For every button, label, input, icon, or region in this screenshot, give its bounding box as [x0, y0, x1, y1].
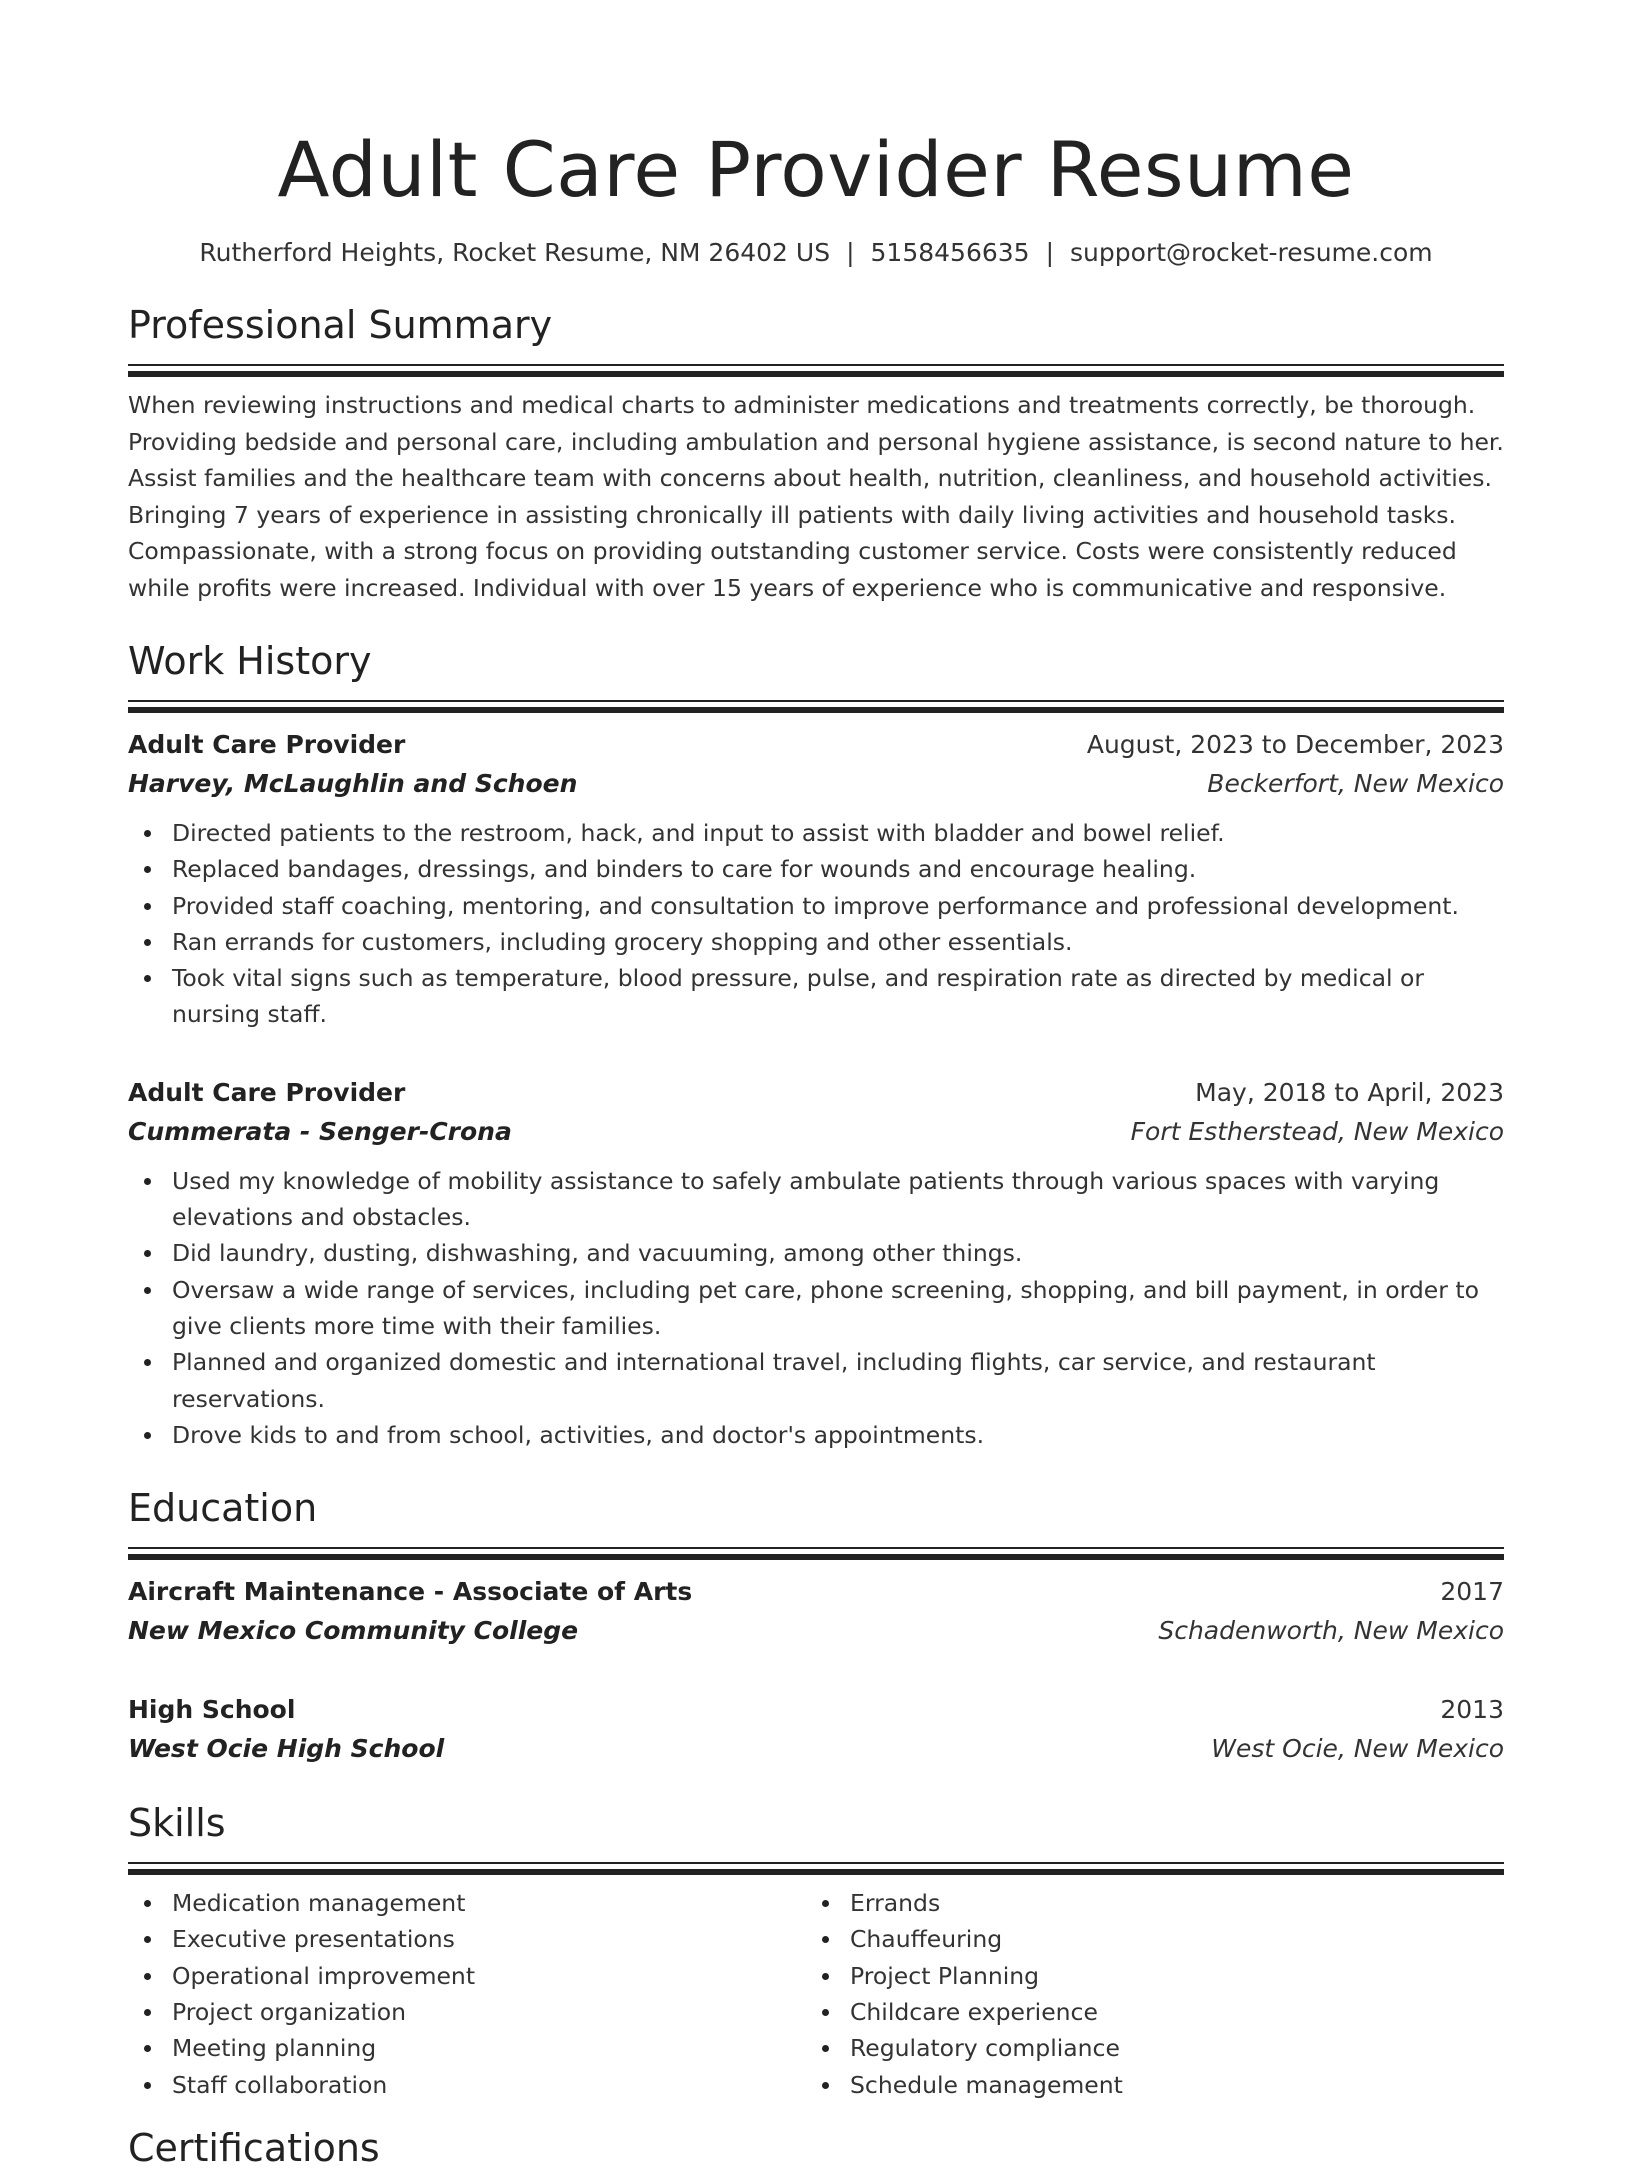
skill-item: Executive presentations: [128, 1921, 806, 1957]
skills-section: [128, 1798, 1504, 2103]
skill-item: Regulatory compliance: [806, 2030, 1484, 2066]
contact-email: support@rocket-resume.com: [1070, 238, 1433, 267]
education-entry: [128, 1690, 1504, 1768]
resume-title: Adult Care Provider Resume: [277, 125, 1355, 214]
education-degree: Aircraft Maintenance - Associate of Arts: [128, 1577, 693, 1607]
skill-item: Childcare experience: [806, 1994, 1484, 2030]
skills-columns: [128, 1885, 1504, 2103]
job-bullets: [128, 815, 1504, 1033]
skill-item: Meeting planning: [128, 2030, 806, 2066]
education-school: West Ocie High School: [128, 1734, 445, 1764]
certifications-section: [128, 2123, 1504, 2173]
bullet-item: Oversaw a wide range of services, including pet care, phone screening, shopping, and bill payment, in order to give clients more time with their families.: [128, 1272, 1504, 1345]
bullet-item: Replaced bandages, dressings, and binders to care for wounds and encourage healing.: [128, 851, 1504, 887]
summary-section: [128, 300, 1504, 606]
education-year: 2017: [1440, 1577, 1504, 1607]
skill-item: Project Planning: [806, 1958, 1484, 1994]
bullet-item: Did laundry, dusting, dishwashing, and vacuuming, among other things.: [128, 1235, 1504, 1271]
work-section: [128, 636, 1504, 1453]
bullet-item: Directed patients to the restroom, hack, and input to assist with bladder and bowel relief.: [128, 815, 1504, 851]
section-heading: Skills: [128, 1801, 226, 1846]
job-location: Beckerfort, New Mexico: [1207, 769, 1504, 798]
education-location: West Ocie, New Mexico: [1211, 1734, 1504, 1764]
contact-separator: |: [1045, 238, 1055, 267]
bullet-item: Planned and organized domestic and international travel, including flights, car service, and restaurant reservations.: [128, 1344, 1504, 1417]
section-heading: Work History: [128, 639, 372, 683]
section-heading: Certifications: [128, 2125, 380, 2170]
bullet-item: Used my knowledge of mobility assistance to safely ambulate patients through various spaces with varying elevations and obstacles.: [128, 1163, 1504, 1236]
skill-item: Schedule management: [806, 2067, 1484, 2103]
contact-phone: 5158456635: [870, 238, 1030, 267]
job-bullets: [128, 1163, 1504, 1453]
skill-item: Project organization: [128, 1994, 806, 2030]
section-heading: Education: [128, 1486, 318, 1531]
contact-address: Rutherford Heights, Rocket Resume, NM 26402 US: [199, 238, 831, 267]
job-location: Fort Estherstead, New Mexico: [1130, 1116, 1504, 1146]
skills-list-left: [128, 1885, 806, 2103]
job-entry: [128, 1073, 1504, 1453]
job-company: Cummerata - Senger-Crona: [128, 1116, 512, 1146]
contact-line: [128, 236, 1504, 270]
skill-item: Errands: [806, 1885, 1484, 1921]
section-divider: [128, 364, 1504, 377]
education-school: New Mexico Community College: [128, 1616, 579, 1646]
section-divider: [128, 1547, 1504, 1560]
job-title: Adult Care Provider: [128, 730, 406, 759]
education-location: Schadenworth, New Mexico: [1158, 1616, 1504, 1646]
education-year: 2013: [1440, 1695, 1504, 1725]
job-dates: August, 2023 to December, 2023: [1086, 730, 1504, 759]
section-divider: [128, 1862, 1504, 1875]
education-section: [128, 1483, 1504, 1768]
bullet-item: Drove kids to and from school, activities, and doctor's appointments.: [128, 1417, 1504, 1453]
education-entry: [128, 1572, 1504, 1650]
summary-text: When reviewing instructions and medical charts to administer medications and treatments correctly, be thorough. Providing bedside and personal care, including ambulation and personal hygiene assistance, is second nature to her. Assist families and the healthcare team with concerns about health, nutrition, cleanliness, and household activities. Bringing 7 years of experience in assisting chronically ill patients with daily living activities and household tasks. Compassionate, with a strong focus on providing outstanding customer service. Costs were consistently reduced while profits were increased. Individual with over 15 years of experience who is communicative and responsive.: [128, 391, 1504, 602]
skill-item: Operational improvement: [128, 1958, 806, 1994]
resume-page: [128, 120, 1504, 2173]
skills-list-right: [806, 1885, 1484, 2103]
skill-item: Medication management: [128, 1885, 806, 1921]
job-dates: May, 2018 to April, 2023: [1195, 1077, 1504, 1107]
section-divider: [128, 700, 1504, 713]
bullet-item: Provided staff coaching, mentoring, and consultation to improve performance and professional development.: [128, 888, 1504, 924]
bullet-item: Took vital signs such as temperature, blood pressure, pulse, and respiration rate as directed by medical or nursing staff.: [128, 960, 1504, 1033]
skill-item: Chauffeuring: [806, 1921, 1484, 1957]
skill-item: Staff collaboration: [128, 2067, 806, 2103]
section-heading: Professional Summary: [128, 303, 553, 347]
contact-separator: |: [846, 238, 855, 267]
bullet-item: Ran errands for customers, including grocery shopping and other essentials.: [128, 924, 1504, 960]
education-degree: High School: [128, 1695, 296, 1725]
job-company: Harvey, McLaughlin and Schoen: [128, 769, 578, 798]
job-entry: [128, 725, 1504, 1033]
job-title: Adult Care Provider: [128, 1077, 406, 1107]
